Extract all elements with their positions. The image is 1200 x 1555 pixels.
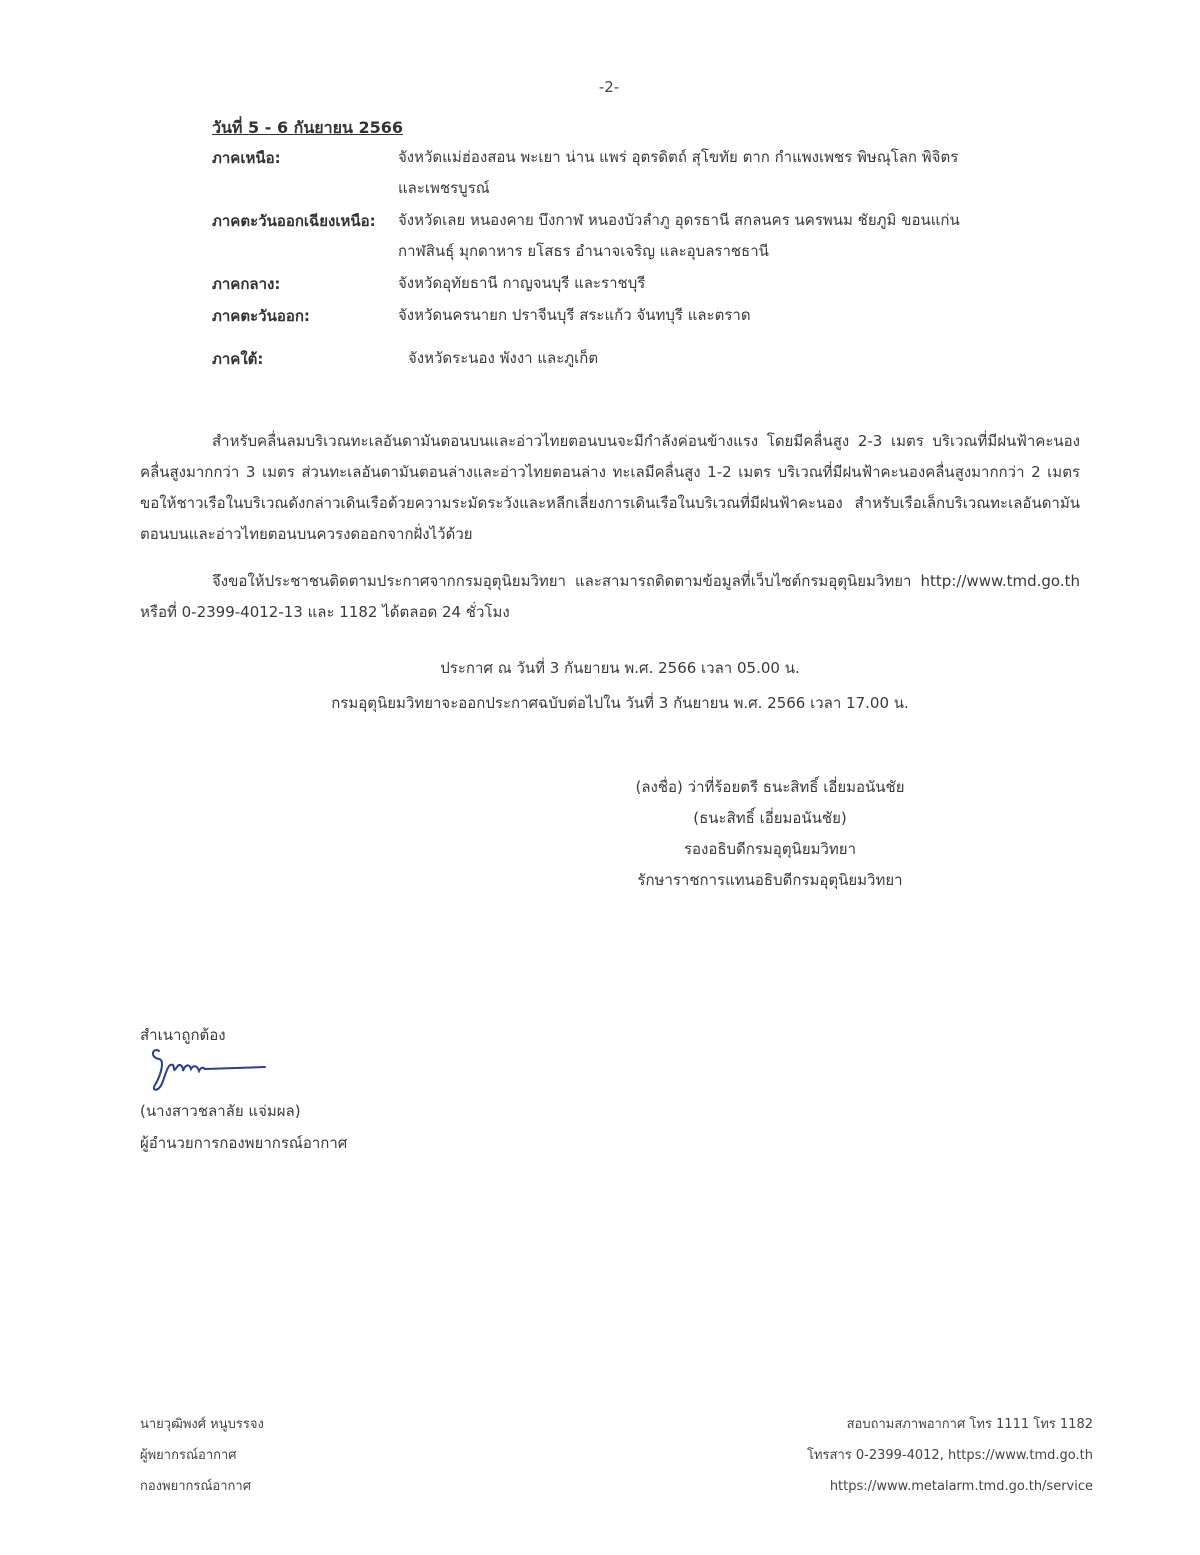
region-text-northeast [398, 205, 960, 267]
footer-contact [807, 1409, 1093, 1502]
region-text-east [398, 300, 751, 331]
signature-signed: (ลงชื่อ) ว่าที่ร้อยตรี ธนะสิทธิ์ เอี่ยมอนันชัย [635, 778, 905, 796]
paragraph-waves [140, 426, 1080, 550]
region-text-central [398, 268, 645, 299]
region-label-south: ภาคใต้: [212, 350, 264, 368]
certified-copy-position: ผู้อำนวยการกองพยากรณ์อากาศ [140, 1134, 348, 1152]
certified-copy-name: (นางสาวชลาลัย แจ่มผล) [140, 1102, 301, 1120]
signature-acting: รักษาราชการแทนอธิบดีกรมอุตุนิยมวิทยา [637, 871, 903, 889]
paragraph-follow [140, 566, 1080, 628]
footer-contact-phone: สอบถามสภาพอากาศ โทร 1111 โทร 1182 [846, 1417, 1093, 1432]
signature-name: (ธนะสิทธิ์ เอี่ยมอนันชัย) [693, 809, 847, 827]
footer-forecaster [140, 1409, 264, 1502]
region-line: กาฬสินธุ์ มุกดาหาร ยโสธร อำนาจเจริญ และอุบลราชธานี [398, 242, 769, 260]
page-number: -2- [598, 78, 620, 96]
footer-forecaster-name: นายวุฒิพงศ์ หนูบรรจง [140, 1417, 264, 1432]
announcement-issued: ประกาศ ณ วันที่ 3 กันยายน พ.ศ. 2566 เวลา 05.00 น. [440, 659, 800, 677]
region-text-south [408, 343, 598, 374]
region-line: และเพชรบูรณ์ [398, 179, 490, 197]
region-text-north [398, 142, 958, 204]
paragraph-waves-text: สำหรับคลื่นลมบริเวณทะเลอันดามันตอนบนและอ่าวไทยตอนบนจะมีกำลังค่อนข้างแรง โดยมีคลื่นสูง 2-3 เมตร บริเวณที่มีฝนฟ้าคะนองคลื่นสูงมากกว่า 3 เมตร ส่วนทะเลอันดามันตอนล่างและอ่าวไทยตอนล่าง ทะเลมีคลื่นสูง 1-2 เมตร บริเวณที่มีฝนฟ้าคะนองคลื่นสูงมากกว่า 2 เมตร ขอให้ชาวเรือในบริเวณดังกล่าวเดินเรือด้วยความระมัดระวังและหลีกเลี่ยงการเดินเรือในบริเวณที่มีฝนฟ้าคะนอง สำหรับเรือเล็กบริเวณทะเลอันดามันตอนบนและอ่าวไทยตอนบนควรงดออกจากฝั่งไว้ด้วย [140, 432, 1080, 543]
footer-contact-fax-link[interactable]: โทรสาร 0-2399-4012, https://www.tmd.go.th [807, 1448, 1093, 1463]
certified-copy-label: สำเนาถูกต้อง [140, 1026, 226, 1044]
footer-forecaster-title: ผู้พยากรณ์อากาศ [140, 1448, 237, 1463]
region-label-central: ภาคกลาง: [212, 275, 281, 293]
announcement-next: กรมอุตุนิยมวิทยาจะออกประกาศฉบับต่อไปใน วันที่ 3 กันยายน พ.ศ. 2566 เวลา 17.00 น. [331, 694, 909, 712]
handwritten-signature-icon [145, 1045, 270, 1099]
region-label-northeast: ภาคตะวันออกเฉียงเหนือ: [212, 212, 376, 230]
signature-position: รองอธิบดีกรมอุตุนิยมวิทยา [683, 840, 857, 858]
footer-forecaster-division: กองพยากรณ์อากาศ [140, 1479, 251, 1494]
region-line: จังหวัดแม่ฮ่องสอน พะเยา น่าน แพร่ อุตรดิตถ์ สุโขทัย ตาก กำแพงเพชร พิษณุโลก พิจิตร [398, 148, 959, 166]
region-label-north: ภาคเหนือ: [212, 149, 281, 167]
region-line: จังหวัดนครนายก ปราจีนบุรี สระแก้ว จันทบุรี และตราด [398, 306, 751, 324]
region-label-east: ภาคตะวันออก: [212, 307, 310, 325]
footer-contact-service-link[interactable]: https://www.metalarm.tmd.go.th/service [829, 1479, 1093, 1494]
region-line: จังหวัดอุทัยธานี กาญจนบุรี และราชบุรี [398, 274, 646, 292]
region-line: จังหวัดระนอง พังงา และภูเก็ต [408, 349, 599, 367]
paragraph-follow-text: จึงขอให้ประชาชนติดตามประกาศจากกรมอุตุนิยมวิทยา และสามารถติดตามข้อมูลที่เว็บไซต์กรมอุตุนิยมวิทยา http://www.tmd.go.th หรือที่ 0-2399-4012-13 และ 1182 ได้ตลอด 24 ชั่วโมง [140, 572, 1080, 621]
region-line: จังหวัดเลย หนองคาย บึงกาฬ หนองบัวลำภู อุดรธานี สกลนคร นครพนม ชัยภูมิ ขอนแก่น [398, 211, 960, 229]
signature-block [560, 772, 980, 896]
date-heading: วันที่ 5 - 6 กันยายน 2566 [212, 118, 404, 137]
